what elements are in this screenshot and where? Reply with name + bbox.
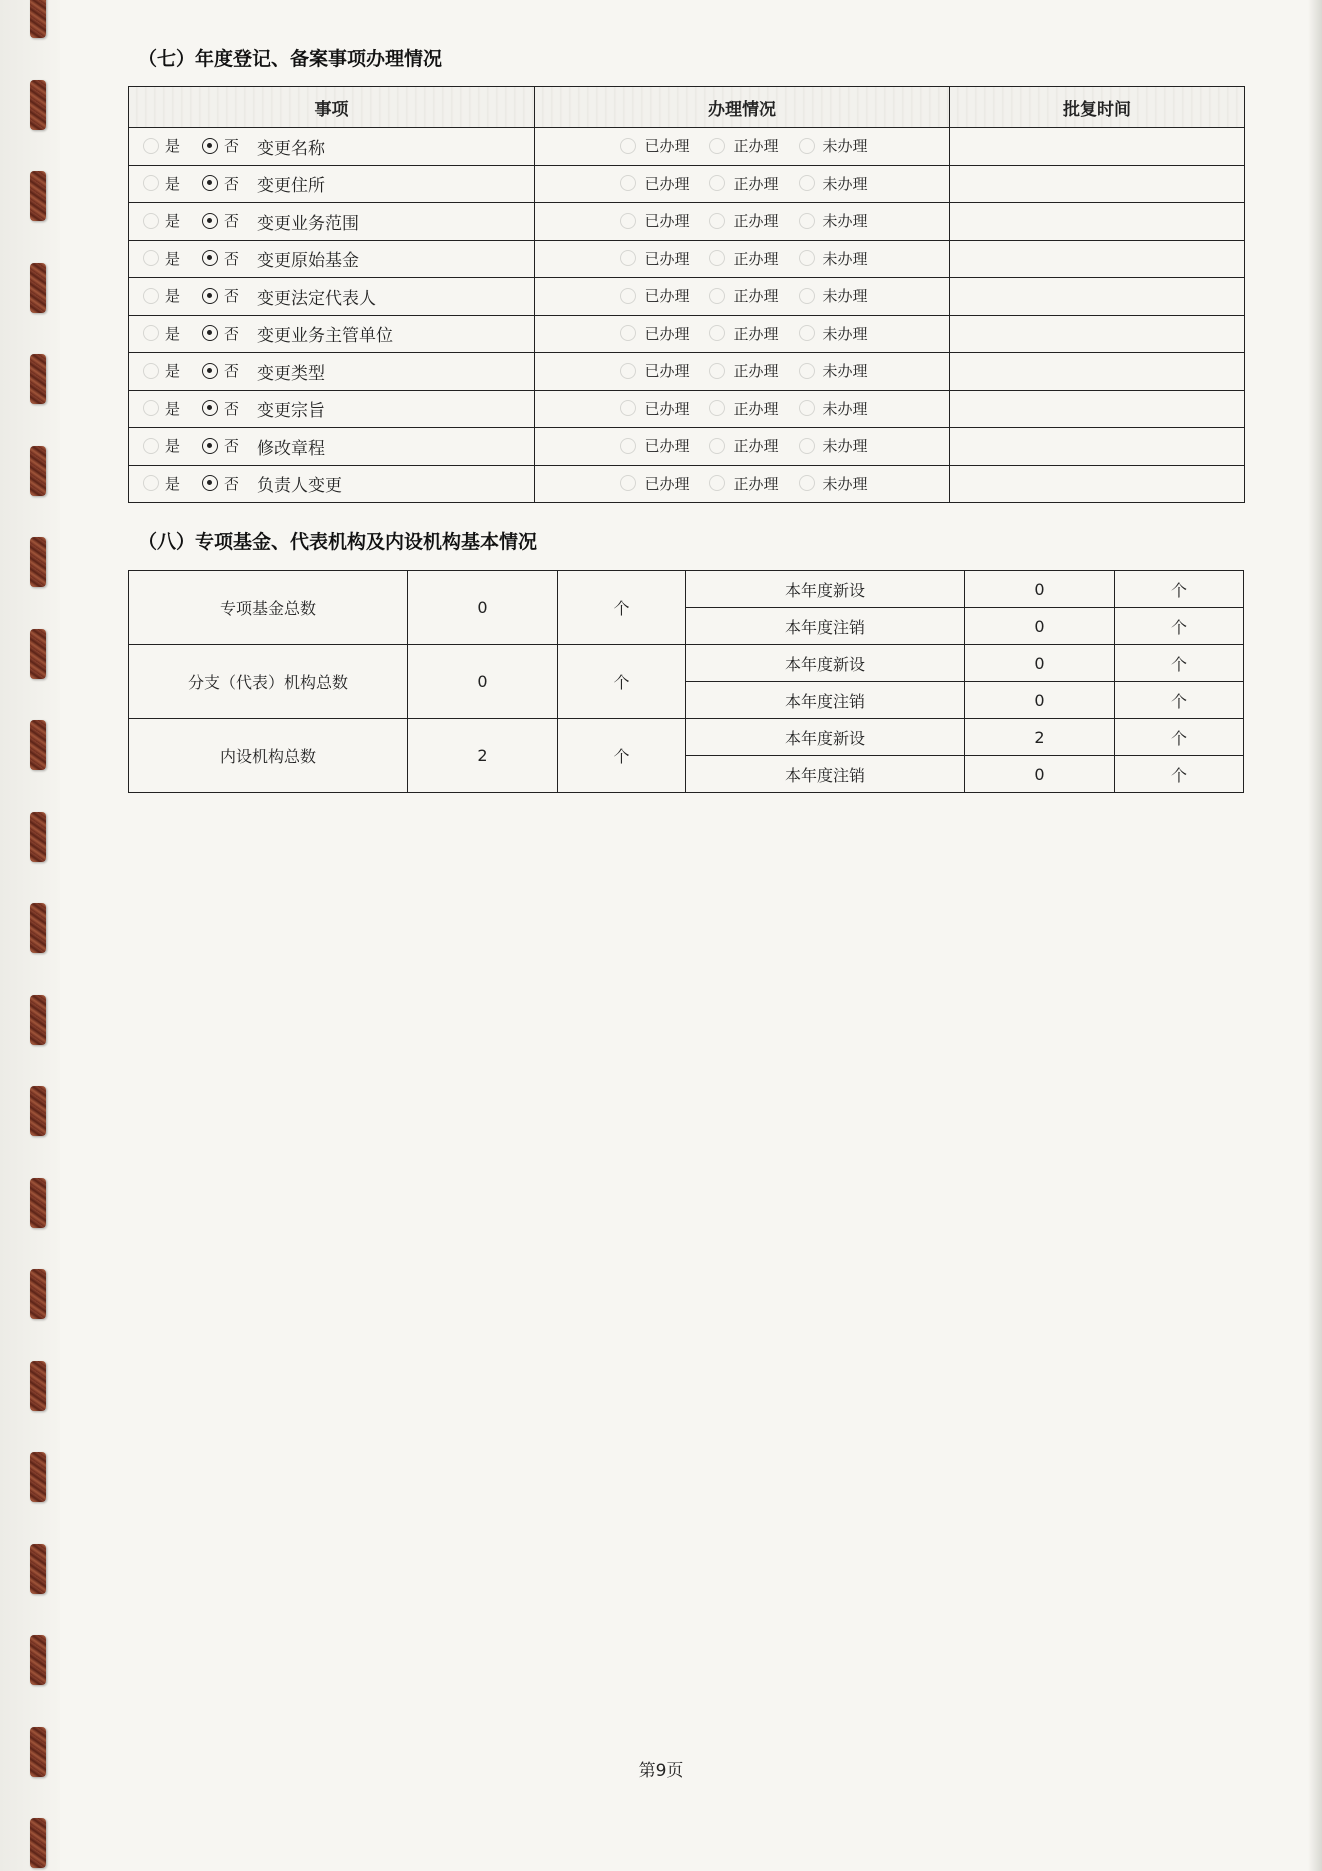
status-option[interactable] bbox=[705, 323, 778, 344]
status-label: 已办理 bbox=[644, 212, 690, 230]
approval-time-cell bbox=[950, 240, 1245, 278]
status-label: 正办理 bbox=[733, 249, 779, 268]
status-radio[interactable] bbox=[799, 438, 815, 454]
cancel-value: 0 bbox=[965, 682, 1115, 719]
yes-label: 是 bbox=[165, 249, 181, 268]
status-radio[interactable] bbox=[799, 250, 815, 266]
institution-name: 分支（代表）机构总数 bbox=[129, 645, 408, 719]
status-label: 未办理 bbox=[822, 474, 868, 493]
binding-ring bbox=[30, 720, 46, 770]
status-radio[interactable] bbox=[799, 400, 815, 416]
status-radio[interactable] bbox=[709, 363, 725, 379]
status-label: 未办理 bbox=[822, 437, 868, 455]
new-label: 本年度新设 bbox=[686, 571, 965, 608]
new-value: 0 bbox=[965, 645, 1115, 682]
approval-time-cell bbox=[950, 428, 1245, 466]
binding-ring bbox=[30, 812, 46, 862]
no-option[interactable] bbox=[198, 473, 239, 494]
new-label: 本年度新设 bbox=[686, 645, 965, 682]
no-option[interactable] bbox=[198, 323, 239, 344]
status-radio[interactable] bbox=[620, 475, 636, 491]
status-radio[interactable] bbox=[799, 288, 815, 304]
status-option[interactable] bbox=[795, 435, 868, 456]
status-option[interactable] bbox=[705, 210, 778, 231]
header-status: 办理情况 bbox=[535, 87, 950, 128]
status-radio[interactable] bbox=[799, 175, 815, 191]
yes-label: 是 bbox=[165, 362, 181, 381]
item-name: 负责人变更 bbox=[257, 476, 343, 497]
table-row bbox=[129, 128, 1245, 166]
status-label: 正办理 bbox=[733, 212, 779, 230]
yes-label: 是 bbox=[165, 324, 181, 343]
status-cell bbox=[535, 428, 950, 466]
table-row bbox=[129, 203, 1245, 241]
institution-name: 专项基金总数 bbox=[129, 571, 408, 645]
unit-label: 个 bbox=[1115, 682, 1244, 719]
item-name: 变更业务范围 bbox=[257, 213, 360, 234]
table-row bbox=[129, 278, 1245, 316]
table-row bbox=[129, 719, 1244, 756]
status-option[interactable] bbox=[705, 173, 778, 194]
status-radio[interactable] bbox=[620, 250, 636, 266]
table-row bbox=[129, 240, 1245, 278]
cancel-value: 0 bbox=[965, 608, 1115, 645]
status-label: 已办理 bbox=[644, 324, 690, 343]
status-radio[interactable] bbox=[799, 138, 815, 154]
status-radio[interactable] bbox=[620, 175, 636, 191]
binding-ring bbox=[30, 263, 46, 313]
status-option[interactable] bbox=[705, 360, 778, 381]
binding-ring bbox=[30, 1452, 46, 1502]
binding-ring bbox=[30, 903, 46, 953]
binding-ring bbox=[30, 1269, 46, 1319]
status-label: 未办理 bbox=[822, 362, 868, 380]
no-label: 否 bbox=[224, 287, 240, 306]
status-radio[interactable] bbox=[799, 213, 815, 229]
yes-radio[interactable] bbox=[143, 325, 159, 341]
no-option[interactable] bbox=[198, 210, 239, 231]
status-cell bbox=[535, 465, 950, 503]
no-radio[interactable] bbox=[202, 288, 218, 304]
no-label: 否 bbox=[224, 324, 240, 343]
status-radio[interactable] bbox=[620, 213, 636, 229]
new-label: 本年度新设 bbox=[686, 719, 965, 756]
yes-radio[interactable] bbox=[143, 438, 159, 454]
status-label: 正办理 bbox=[733, 287, 779, 305]
item-cell bbox=[129, 240, 535, 278]
no-radio[interactable] bbox=[202, 438, 218, 454]
status-radio[interactable] bbox=[709, 288, 725, 304]
yes-radio[interactable] bbox=[143, 288, 159, 304]
table-header-row bbox=[129, 87, 1245, 128]
yes-label: 是 bbox=[165, 474, 181, 493]
yes-option[interactable] bbox=[139, 285, 180, 306]
status-cell bbox=[535, 353, 950, 391]
no-radio[interactable] bbox=[202, 213, 218, 229]
status-option[interactable] bbox=[616, 210, 689, 231]
table-row bbox=[129, 465, 1245, 503]
status-option[interactable] bbox=[616, 398, 689, 419]
yes-option[interactable] bbox=[139, 248, 180, 269]
table-row bbox=[129, 353, 1245, 391]
yes-label: 是 bbox=[165, 437, 181, 456]
status-option[interactable] bbox=[616, 248, 689, 269]
status-cell bbox=[535, 128, 950, 166]
yes-label: 是 bbox=[165, 137, 181, 156]
yes-label: 是 bbox=[165, 212, 181, 231]
status-option[interactable] bbox=[795, 285, 868, 306]
item-cell bbox=[129, 428, 535, 466]
approval-time-cell bbox=[950, 315, 1245, 353]
yes-radio[interactable] bbox=[143, 400, 159, 416]
item-cell bbox=[129, 203, 535, 241]
status-label: 正办理 bbox=[733, 174, 779, 193]
no-label: 否 bbox=[224, 474, 240, 493]
status-label: 已办理 bbox=[644, 249, 690, 268]
status-option[interactable] bbox=[795, 473, 868, 494]
no-option[interactable] bbox=[198, 248, 239, 269]
table-row bbox=[129, 645, 1244, 682]
status-radio[interactable] bbox=[620, 400, 636, 416]
binding-ring bbox=[30, 1818, 46, 1868]
binding-strip bbox=[0, 0, 60, 1871]
item-cell bbox=[129, 128, 535, 166]
yes-label: 是 bbox=[165, 174, 181, 193]
status-cell bbox=[535, 278, 950, 316]
status-option[interactable] bbox=[705, 248, 778, 269]
unit-label: 个 bbox=[558, 645, 686, 719]
status-cell bbox=[535, 390, 950, 428]
status-label: 未办理 bbox=[822, 174, 868, 193]
status-label: 已办理 bbox=[644, 474, 690, 493]
yes-option[interactable] bbox=[139, 435, 180, 456]
item-cell bbox=[129, 315, 535, 353]
status-label: 未办理 bbox=[822, 137, 868, 155]
binding-ring bbox=[30, 537, 46, 587]
yes-option[interactable] bbox=[139, 135, 180, 156]
yes-radio[interactable] bbox=[143, 475, 159, 491]
unit-label: 个 bbox=[1115, 571, 1244, 608]
status-option[interactable] bbox=[705, 398, 778, 419]
status-cell bbox=[535, 203, 950, 241]
status-cell bbox=[535, 315, 950, 353]
no-option[interactable] bbox=[198, 285, 239, 306]
no-radio[interactable] bbox=[202, 138, 218, 154]
no-label: 否 bbox=[224, 249, 240, 268]
unit-label: 个 bbox=[1115, 645, 1244, 682]
table-row bbox=[129, 428, 1245, 466]
status-option[interactable] bbox=[705, 435, 778, 456]
status-cell bbox=[535, 240, 950, 278]
status-radio[interactable] bbox=[709, 175, 725, 191]
institution-total: 2 bbox=[408, 719, 558, 793]
status-option[interactable] bbox=[616, 285, 689, 306]
status-option[interactable] bbox=[795, 210, 868, 231]
status-radio[interactable] bbox=[620, 288, 636, 304]
no-radio[interactable] bbox=[202, 250, 218, 266]
item-cell bbox=[129, 353, 535, 391]
status-label: 正办理 bbox=[733, 137, 779, 155]
new-value: 2 bbox=[965, 719, 1115, 756]
approval-time-cell bbox=[950, 278, 1245, 316]
yes-option[interactable] bbox=[139, 473, 180, 494]
item-cell bbox=[129, 278, 535, 316]
header-approval-time: 批复时间 bbox=[950, 87, 1245, 128]
status-radio[interactable] bbox=[620, 325, 636, 341]
status-label: 正办理 bbox=[733, 437, 779, 455]
status-radio[interactable] bbox=[709, 475, 725, 491]
status-option[interactable] bbox=[616, 173, 689, 194]
status-option[interactable] bbox=[616, 435, 689, 456]
no-option[interactable] bbox=[198, 435, 239, 456]
approval-time-cell bbox=[950, 390, 1245, 428]
table-row bbox=[129, 571, 1244, 608]
yes-label: 是 bbox=[165, 399, 181, 418]
no-label: 否 bbox=[224, 399, 240, 418]
status-option[interactable] bbox=[795, 135, 868, 156]
approval-time-cell bbox=[950, 353, 1245, 391]
status-option[interactable] bbox=[705, 285, 778, 306]
binding-ring bbox=[30, 354, 46, 404]
no-radio[interactable] bbox=[202, 400, 218, 416]
status-radio[interactable] bbox=[709, 213, 725, 229]
status-radio[interactable] bbox=[709, 250, 725, 266]
yes-radio[interactable] bbox=[143, 363, 159, 379]
status-label: 正办理 bbox=[733, 399, 779, 418]
item-name: 变更业务主管单位 bbox=[257, 326, 394, 347]
status-radio[interactable] bbox=[620, 138, 636, 154]
approval-time-cell bbox=[950, 165, 1245, 203]
status-label: 已办理 bbox=[644, 399, 690, 418]
status-option[interactable] bbox=[795, 248, 868, 269]
status-label: 已办理 bbox=[644, 174, 690, 193]
status-option[interactable] bbox=[705, 473, 778, 494]
institutions-table bbox=[128, 570, 1244, 793]
status-radio[interactable] bbox=[799, 475, 815, 491]
institution-total: 0 bbox=[408, 645, 558, 719]
item-name: 变更原始基金 bbox=[257, 251, 360, 272]
status-label: 未办理 bbox=[822, 212, 868, 230]
item-cell bbox=[129, 165, 535, 203]
binding-ring bbox=[30, 1086, 46, 1136]
item-name: 变更住所 bbox=[257, 176, 326, 197]
item-name: 修改章程 bbox=[257, 438, 326, 459]
yes-option[interactable] bbox=[139, 360, 180, 381]
item-name: 变更法定代表人 bbox=[257, 288, 377, 309]
status-option[interactable] bbox=[705, 135, 778, 156]
status-label: 正办理 bbox=[733, 362, 779, 380]
item-cell bbox=[129, 465, 535, 503]
status-radio[interactable] bbox=[799, 363, 815, 379]
no-label: 否 bbox=[224, 137, 240, 156]
binding-ring bbox=[30, 1635, 46, 1685]
status-radio[interactable] bbox=[709, 325, 725, 341]
no-radio[interactable] bbox=[202, 475, 218, 491]
page-number: 第9页 bbox=[638, 1761, 684, 1781]
no-radio[interactable] bbox=[202, 363, 218, 379]
no-option[interactable] bbox=[198, 173, 239, 194]
table-row bbox=[129, 390, 1245, 428]
binding-ring bbox=[30, 629, 46, 679]
unit-label: 个 bbox=[558, 571, 686, 645]
status-option[interactable] bbox=[795, 323, 868, 344]
status-cell bbox=[535, 165, 950, 203]
cancel-label: 本年度注销 bbox=[686, 756, 965, 793]
item-name: 变更宗旨 bbox=[257, 401, 326, 422]
status-label: 已办理 bbox=[644, 287, 690, 305]
status-label: 已办理 bbox=[644, 362, 690, 380]
cancel-label: 本年度注销 bbox=[686, 682, 965, 719]
no-label: 否 bbox=[224, 212, 240, 231]
unit-label: 个 bbox=[1115, 719, 1244, 756]
no-radio[interactable] bbox=[202, 325, 218, 341]
yes-option[interactable] bbox=[139, 210, 180, 231]
yes-radio[interactable] bbox=[143, 175, 159, 191]
status-label: 未办理 bbox=[822, 324, 868, 343]
status-option[interactable] bbox=[616, 135, 689, 156]
binding-ring bbox=[30, 1178, 46, 1228]
binding-ring bbox=[30, 1544, 46, 1594]
item-name: 变更类型 bbox=[257, 363, 326, 384]
status-label: 已办理 bbox=[644, 137, 690, 155]
item-name: 变更名称 bbox=[257, 138, 326, 159]
status-label: 未办理 bbox=[822, 287, 868, 305]
status-option[interactable] bbox=[616, 473, 689, 494]
status-option[interactable] bbox=[795, 360, 868, 381]
new-value: 0 bbox=[965, 571, 1115, 608]
status-label: 正办理 bbox=[733, 474, 779, 493]
no-label: 否 bbox=[224, 437, 240, 456]
yes-label: 是 bbox=[165, 287, 181, 306]
table-row bbox=[129, 315, 1245, 353]
no-option[interactable] bbox=[198, 360, 239, 381]
page-edge bbox=[1308, 0, 1322, 1871]
binding-ring bbox=[30, 80, 46, 130]
header-item: 事项 bbox=[129, 87, 535, 128]
binding-ring bbox=[30, 995, 46, 1045]
unit-label: 个 bbox=[1115, 756, 1244, 793]
no-option[interactable] bbox=[198, 135, 239, 156]
status-option[interactable] bbox=[616, 360, 689, 381]
item-cell bbox=[129, 390, 535, 428]
yes-radio[interactable] bbox=[143, 138, 159, 154]
status-option[interactable] bbox=[616, 323, 689, 344]
approval-time-cell bbox=[950, 128, 1245, 166]
no-label: 否 bbox=[224, 174, 240, 193]
status-label: 未办理 bbox=[822, 249, 868, 268]
registration-table bbox=[128, 86, 1245, 503]
section-7-title: （七）年度登记、备案事项办理情况 bbox=[138, 48, 443, 70]
institution-name: 内设机构总数 bbox=[129, 719, 408, 793]
status-label: 正办理 bbox=[733, 324, 779, 343]
no-option[interactable] bbox=[198, 398, 239, 419]
binding-ring bbox=[30, 1361, 46, 1411]
status-radio[interactable] bbox=[799, 325, 815, 341]
status-radio[interactable] bbox=[709, 400, 725, 416]
cancel-value: 0 bbox=[965, 756, 1115, 793]
status-option[interactable] bbox=[795, 173, 868, 194]
yes-radio[interactable] bbox=[143, 250, 159, 266]
status-label: 未办理 bbox=[822, 399, 868, 418]
unit-label: 个 bbox=[1115, 608, 1244, 645]
binding-ring bbox=[30, 0, 46, 38]
yes-option[interactable] bbox=[139, 173, 180, 194]
yes-option[interactable] bbox=[139, 398, 180, 419]
status-radio[interactable] bbox=[709, 438, 725, 454]
no-radio[interactable] bbox=[202, 175, 218, 191]
binding-ring bbox=[30, 446, 46, 496]
binding-ring bbox=[30, 171, 46, 221]
status-radio[interactable] bbox=[709, 138, 725, 154]
status-radio[interactable] bbox=[620, 438, 636, 454]
section-8-title: （八）专项基金、代表机构及内设机构基本情况 bbox=[138, 531, 538, 553]
unit-label: 个 bbox=[558, 719, 686, 793]
table-row bbox=[129, 165, 1245, 203]
status-option[interactable] bbox=[795, 398, 868, 419]
approval-time-cell bbox=[950, 465, 1245, 503]
institution-total: 0 bbox=[408, 571, 558, 645]
approval-time-cell bbox=[950, 203, 1245, 241]
status-radio[interactable] bbox=[620, 363, 636, 379]
yes-option[interactable] bbox=[139, 323, 180, 344]
cancel-label: 本年度注销 bbox=[686, 608, 965, 645]
no-label: 否 bbox=[224, 362, 240, 381]
status-label: 已办理 bbox=[644, 437, 690, 455]
yes-radio[interactable] bbox=[143, 213, 159, 229]
